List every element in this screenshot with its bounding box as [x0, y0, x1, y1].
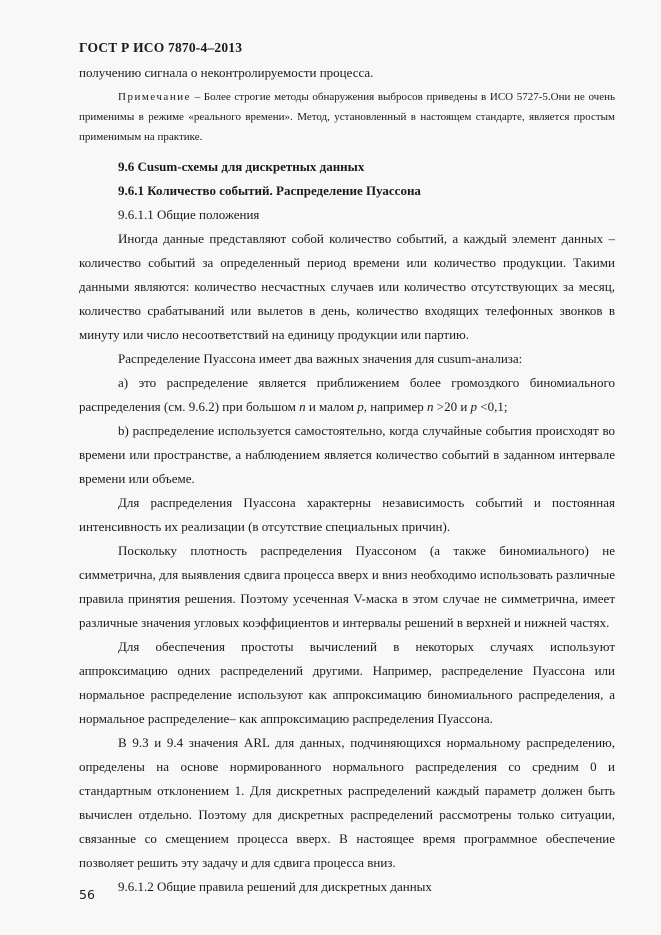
continued-paragraph: получению сигнала о неконтролируемости процесса. [79, 65, 374, 80]
note [79, 87, 615, 147]
paragraph: Для распределения Пуассона характерны независимость событий и постоянная интенсивность их реализации (в отсутствие специальных причин). [79, 495, 615, 534]
page-body [79, 61, 615, 899]
paragraph: Поскольку плотность распределения Пуассоном (а также биномиального) не симметрична, для выявления сдвига процесса вверх и вниз необходимо использовать различные правила принятия решения. Поэтому усеченная V-маска в этом случае не симметрична, имеет различные значения угловых коэффициентов и интервалы решений в верхней и нижней частях. [79, 543, 615, 630]
document-header: ГОСТ Р ИСО 7870-4–2013 [79, 40, 243, 55]
list-item-b: b) распределение используется самостоятельно, когда случайные события происходят во времени или пространстве, а наблюдением является количество событий в заданном интервале времени или объеме. [79, 423, 615, 486]
section-heading-9-6-1-2: 9.6.1.2 Общие правила решений для дискретных данных [118, 879, 432, 894]
note-text: – Более строгие методы обнаружения выбросов приведены в ИСО 5727-5.Они не очень применимы в режиме «реального времени». Метод, установленный в настоящем стандарте, является простым применимым на практике. [79, 91, 615, 143]
section-heading-9-6: 9.6 Cusum-схемы для дискретных данных [118, 159, 365, 174]
paragraph: Иногда данные представляют собой количество событий, а каждый элемент данных – количество событий за определенный период времени или количество продукции. Такими данными являются: количество несчастных случаев или количество отсутствующих за месяц, количество срабатываний или вылетов в день, количество входящих телефонных звонков в минуту или число несоответствий на единицу продукции или партию. [79, 231, 615, 342]
note-label: Примечание [118, 91, 191, 103]
page-number: 56 [79, 887, 95, 902]
paragraph: Для обеспечения простоты вычислений в некоторых случаях используют аппроксимацию одних распределений другими. Например, распределение Пуассона или нормальное распределение используют как аппроксимацию биномиального распределения, а нормальное распределение– как аппроксимацию распределения Пуассона. [79, 639, 615, 726]
list-item-a: а) это распределение является приближением более громоздкого биномиального распределения (см. 9.6.2) при большом n и малом p, например n >20 и p <0,1; [79, 375, 615, 414]
paragraph: Распределение Пуассона имеет два важных значения для cusum-анализа: [118, 351, 523, 366]
section-heading-9-6-1: 9.6.1 Количество событий. Распределение Пуассона [118, 183, 421, 198]
paragraph: В 9.3 и 9.4 значения ARL для данных, подчиняющихся нормальному распределению, определены на основе нормированного нормального распределения со средним 0 и стандартным отклонением 1. Для дискретных распределений каждый параметр должен быть вычислен отдельно. Поэтому для дискретных распределений рассмотрены только ситуации, связанные со смещением процесса вверх. В настоящее время программное обеспечение позволяет решить эту задачу и для сдвига процесса вниз. [79, 735, 615, 870]
section-heading-9-6-1-1: 9.6.1.1 Общие положения [118, 207, 260, 222]
